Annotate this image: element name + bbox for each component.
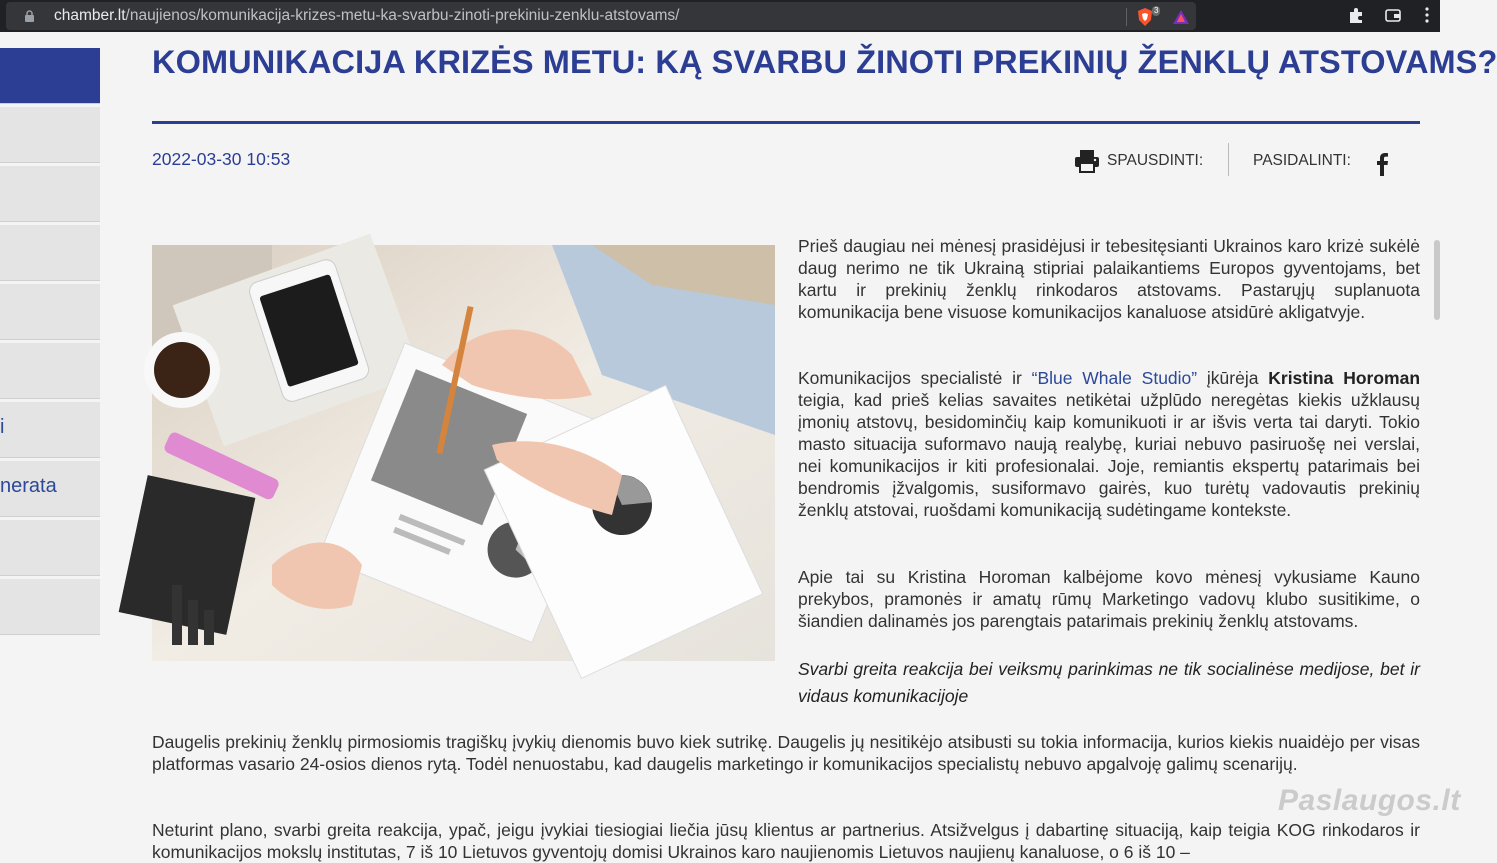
divider <box>1228 143 1229 176</box>
brave-rewards-icon[interactable] <box>1172 8 1190 26</box>
article-paragraph <box>798 367 1420 521</box>
sidebar-item-label: nerata <box>0 475 57 497</box>
article-paragraph: Daugelis prekinių ženklų pirmosiomis tragiškų įvykių dienomis buvo kiek sutrikę. Daugelis jų nesitikėjo atsibusti su tokia informacija, kurios kiekis nuaidėjo per visas platformas vasario 24-osios dienos rytą. Todėl nenuostabu, kad daugelis marketingo ir komunikacijos specialistų nebuvo apgalvoję galimų scenarijų. <box>152 732 1420 774</box>
sidebar-item-active[interactable] <box>0 48 100 104</box>
article-subheading: Svarbi greita reakcija bei veiksmų parinkimas ne tik socialinėse medijose, bet ir vidaus komunikacijoje <box>798 659 1420 706</box>
scrollbar-thumb[interactable] <box>1434 240 1440 320</box>
article-image <box>152 245 775 661</box>
sidebar-item-label: i <box>0 416 5 438</box>
sidebar-item[interactable] <box>0 520 100 576</box>
paragraph-text: Komunikacijos specialistė ir <box>798 368 1032 388</box>
article-paragraph: Apie tai su Kristina Horoman kalbėjome kovo mėnesį vykusiame Kauno prekybos, pramonės ir amatų rūmų Marketingo vadovų klubo susitikime, o šiandien dalinamės jos parengtais patarimais prekinių ženklų atstovams. <box>798 567 1420 631</box>
paragraph-text: teigia, kad prieš kelias savaites netikėtai užplūdo neregėtas kiekis užklausų įmonių atstovų, besidominčių kaip komunikuoti ir ar išvis verta tai daryti. Tokio masto situacija suformavo naują realybę, kuriai nebuvo pasiruošę nei verslai, nei komunikacijos ir kiti profesionalai. Joje, remiantis ekspertų patarimais bei bendromis įžvalgomis, susiformavo gairės, kuo turėtų vadovautis prekinių ženklų atstovai, ruošdami komunikaciją sudėtingame kontekste. <box>798 390 1420 520</box>
url-text <box>54 7 679 25</box>
url-path: /naujienos/komunikacija-krizes-metu-ka-svarbu-zinoti-prekiniu-zenklu-atstovams/ <box>125 7 680 24</box>
office-desk-illustration <box>152 245 775 661</box>
article-paragraph: Neturint plano, svarbi greita reakcija, ypač, jeigu įvykiai tiesiogiai liečia jūsų klientus ar partnerius. Atsižvelgus į dabartinę situaciją, kaip teigia KOG rinkodaros ir komunikacijos mokslų institutas, 7 iš 10 Lietuvos gyventojų domisi Ukrainos karo naujienomis Lietuvos naujienų kanaluose, o 6 iš 10 – <box>152 820 1420 862</box>
divider <box>1126 8 1127 26</box>
facebook-icon[interactable] <box>1374 152 1390 176</box>
sidebar-item[interactable] <box>0 225 100 281</box>
extensions-icon[interactable] <box>1347 6 1365 24</box>
print-button[interactable]: SPAUSDINTI: <box>1107 152 1204 169</box>
blue-whale-studio-link[interactable]: “Blue Whale Studio” <box>1031 368 1198 388</box>
article-title: KOMUNIKACIJA KRIZĖS METU: KĄ SVARBU ŽINOTI PREKINIŲ ŽENKLŲ ATSTOVAMS? <box>152 44 1497 80</box>
menu-icon[interactable] <box>1418 6 1436 24</box>
lock-icon <box>24 10 35 22</box>
wallet-icon[interactable] <box>1384 6 1402 24</box>
shield-count-badge: 3 <box>1154 6 1159 15</box>
printer-icon[interactable] <box>1074 149 1100 173</box>
sidebar-item[interactable] <box>0 107 100 163</box>
address-bar[interactable] <box>6 2 1196 30</box>
url-host: chamber.lt <box>54 7 126 24</box>
sidebar-item[interactable] <box>0 343 100 399</box>
sidebar-item[interactable] <box>0 402 100 458</box>
sidebar-item[interactable] <box>0 166 100 222</box>
watermark: Paslaugos.lt <box>1278 784 1461 817</box>
article-paragraph: Prieš daugiau nei mėnesį prasidėjusi ir tebesitęsianti Ukrainos karo krizė sukėlė daug nerimo ne tik Ukrainą stipriai palaikantiems Europos gyventojams, bet kartu ir prekinių ženklų rinkodaros atstovams. Pastarųjų suplanuota komunikacija bene visuose komunikacijos kanaluose atsidūrė akligatvyje. <box>798 236 1420 322</box>
sidebar-item[interactable] <box>0 579 100 635</box>
sidebar-item[interactable] <box>0 284 100 340</box>
title-divider <box>152 121 1420 124</box>
paragraph-text: įkūrėja <box>1197 368 1269 388</box>
article-date: 2022-03-30 10:53 <box>152 149 291 169</box>
browser-toolbar <box>0 0 1440 32</box>
author-name: Kristina Horoman <box>1268 368 1421 388</box>
share-label: PASIDALINTI: <box>1253 152 1351 169</box>
sidebar-item[interactable] <box>0 461 100 517</box>
